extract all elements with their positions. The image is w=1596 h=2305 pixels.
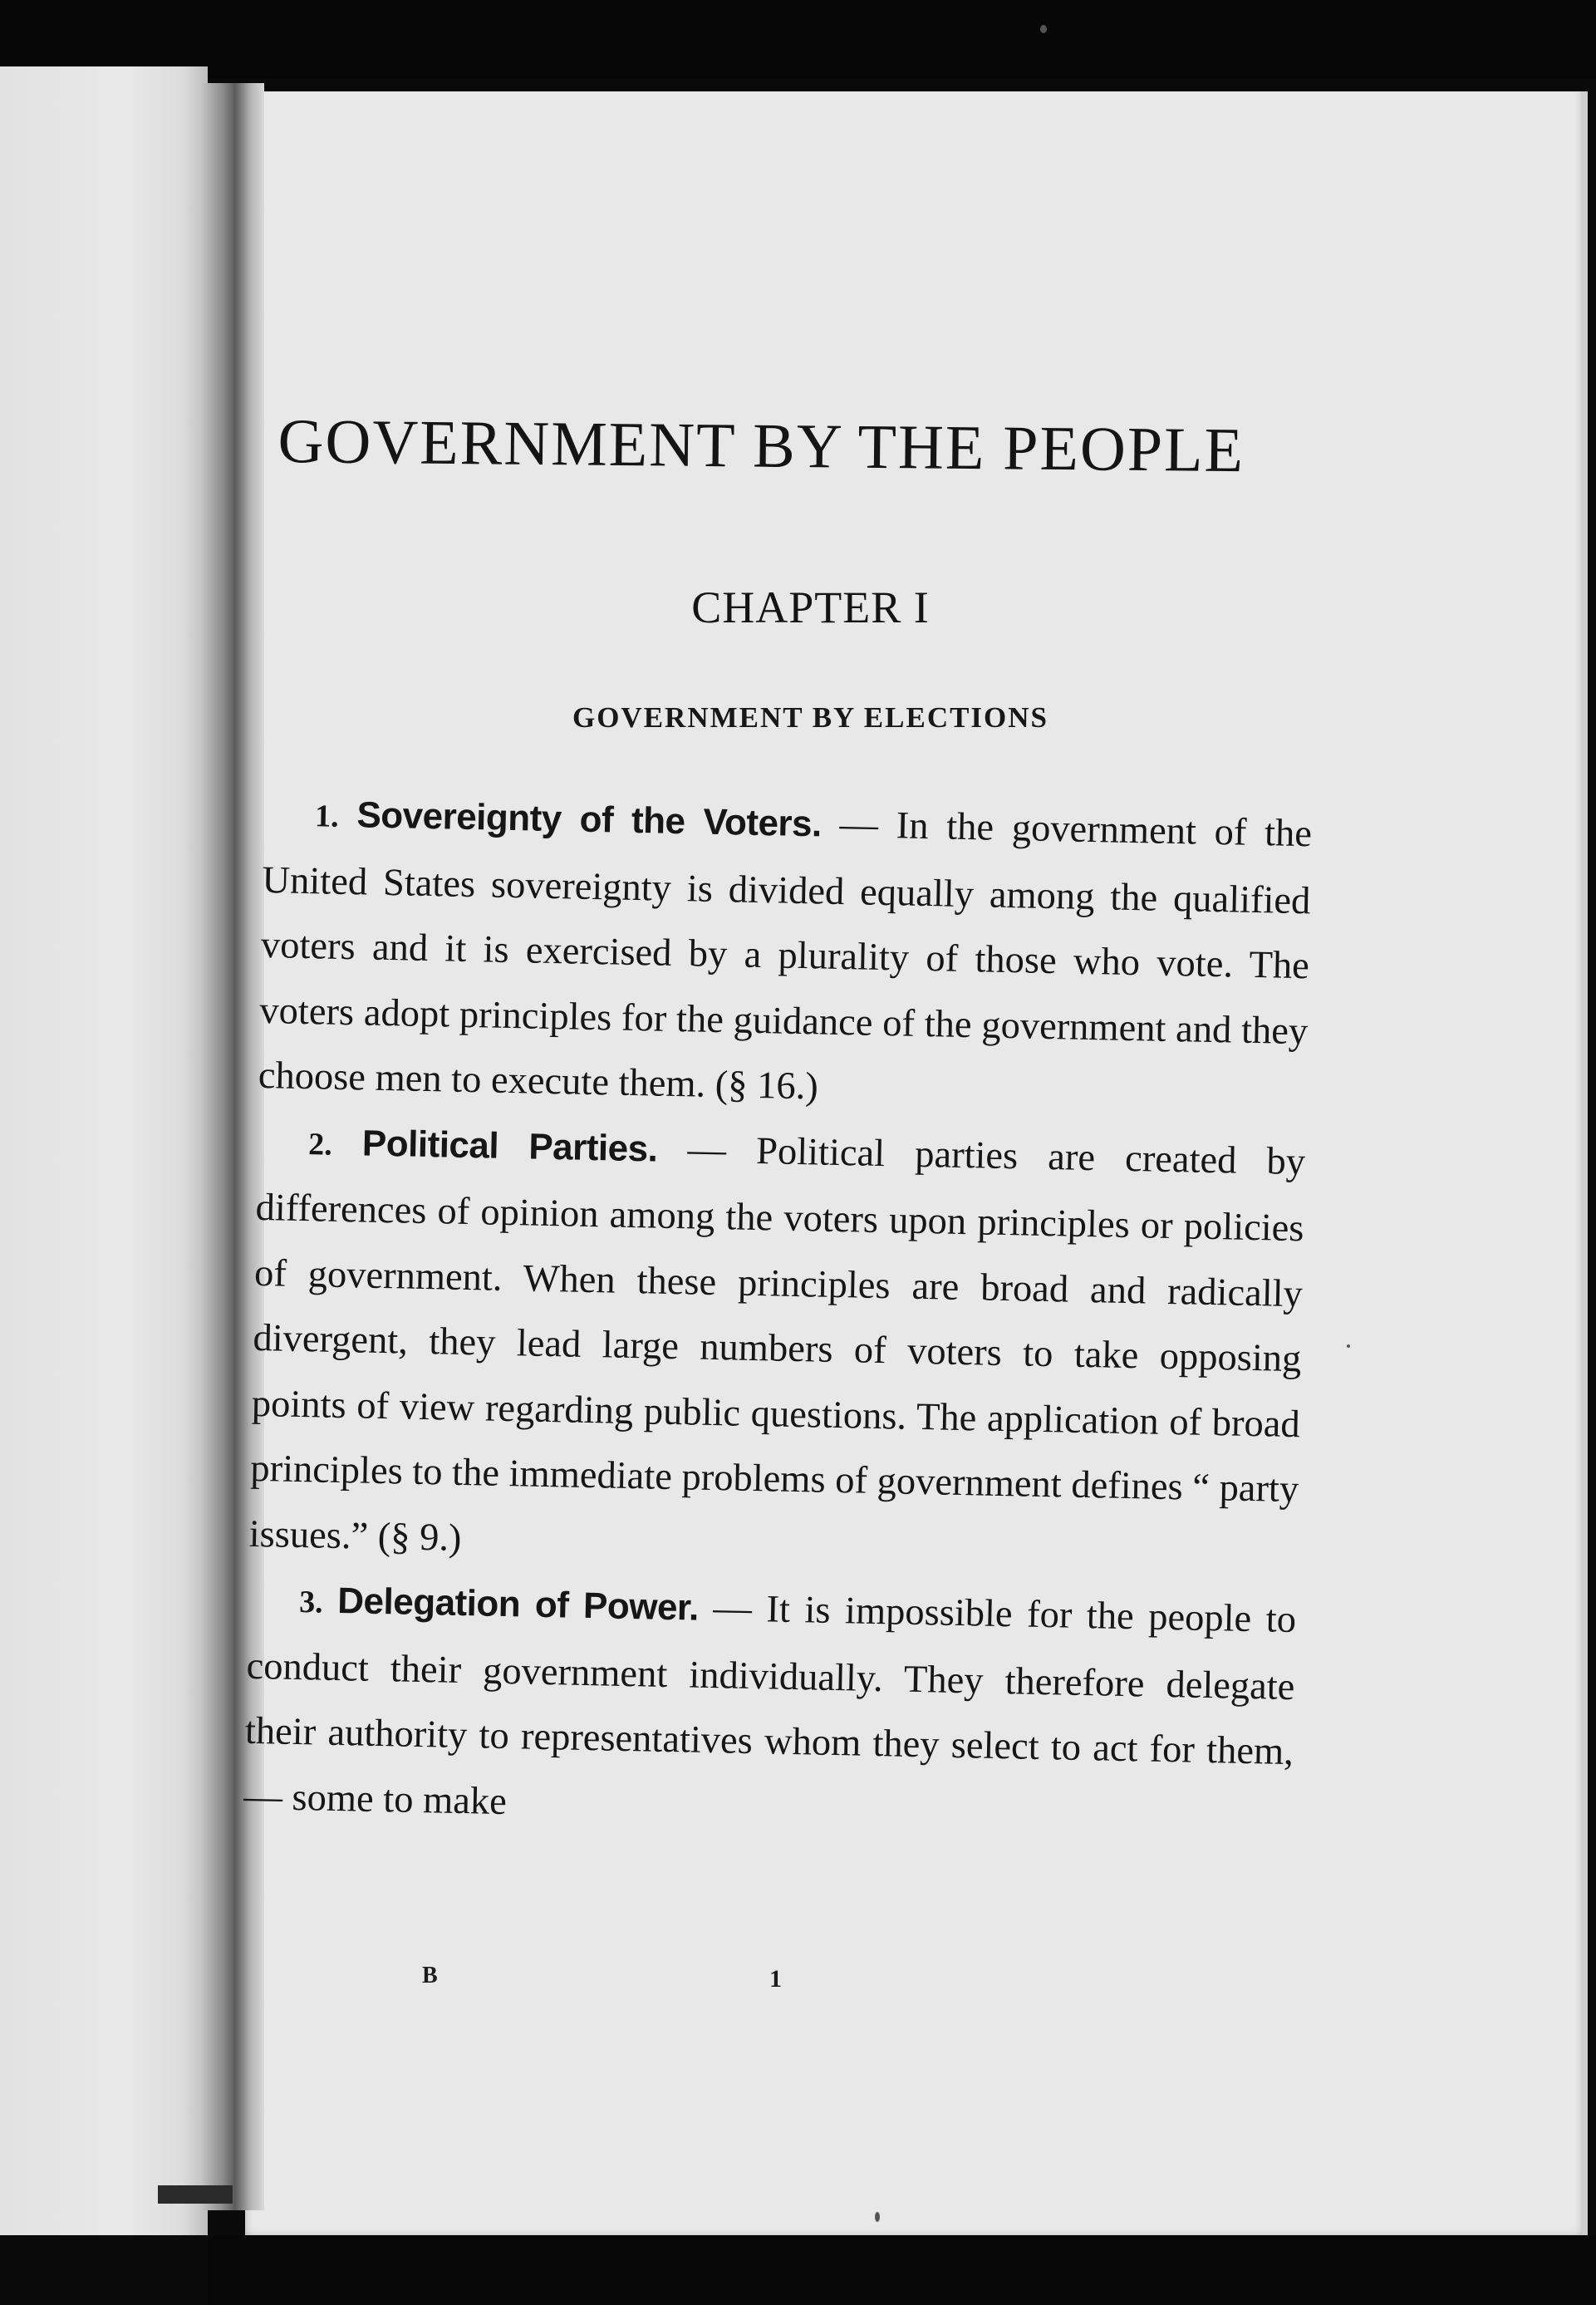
gutter-shadow bbox=[158, 2185, 233, 2204]
section-heading: Delegation of Power. bbox=[336, 1580, 700, 1629]
section-number: 2. bbox=[307, 1126, 333, 1162]
page-number: 1 bbox=[769, 1965, 782, 1993]
section-heading: Political Parties. bbox=[361, 1122, 658, 1170]
chapter-heading: CHAPTER I bbox=[691, 582, 930, 632]
section-text: — It is impossible for the people to conduct their government individually. They therefore delegate their authority to representatives whom they select to act for them, — some to make bbox=[243, 1586, 1297, 1823]
section-text: — Political parties are created by differences of opinion among the voters upon principles or policies of government. When these principles are broad and radically divergent, they lead large numbers of voters to take opposing points of view regarding public questions. The application of broad principles to the immediate problems of government defines “ party issues.” (§ 9.) bbox=[248, 1128, 1306, 1560]
signature-mark: B bbox=[422, 1963, 438, 1988]
scan-border-bottom bbox=[208, 2235, 1596, 2305]
scan-border-top bbox=[0, 0, 1596, 79]
section-heading: Sovereignty of the Voters. bbox=[356, 794, 823, 845]
book-gutter bbox=[199, 83, 264, 2210]
facing-page-edge bbox=[0, 66, 208, 2235]
body-text bbox=[243, 781, 1313, 1850]
chapter-subtitle: GOVERNMENT BY ELECTIONS bbox=[572, 701, 1049, 734]
section-paragraph bbox=[258, 781, 1313, 1130]
scan-speck bbox=[875, 2212, 880, 2222]
section-paragraph bbox=[248, 1108, 1306, 1588]
section-number: 3. bbox=[298, 1585, 324, 1620]
section-paragraph bbox=[243, 1567, 1297, 1850]
section-text: — In the government of the United States sovereignty is divided equally among the qualified voters and it is exercised by a plurality of those who vote. The voters adopt principles for the guidance of the government and they choose men to execute them. (§ 16.) bbox=[258, 803, 1313, 1108]
book-title: GOVERNMENT BY THE PEOPLE bbox=[277, 405, 1245, 486]
scan-speck bbox=[1040, 25, 1047, 33]
scan-speck bbox=[1347, 1344, 1350, 1348]
section-number: 1. bbox=[314, 799, 340, 834]
